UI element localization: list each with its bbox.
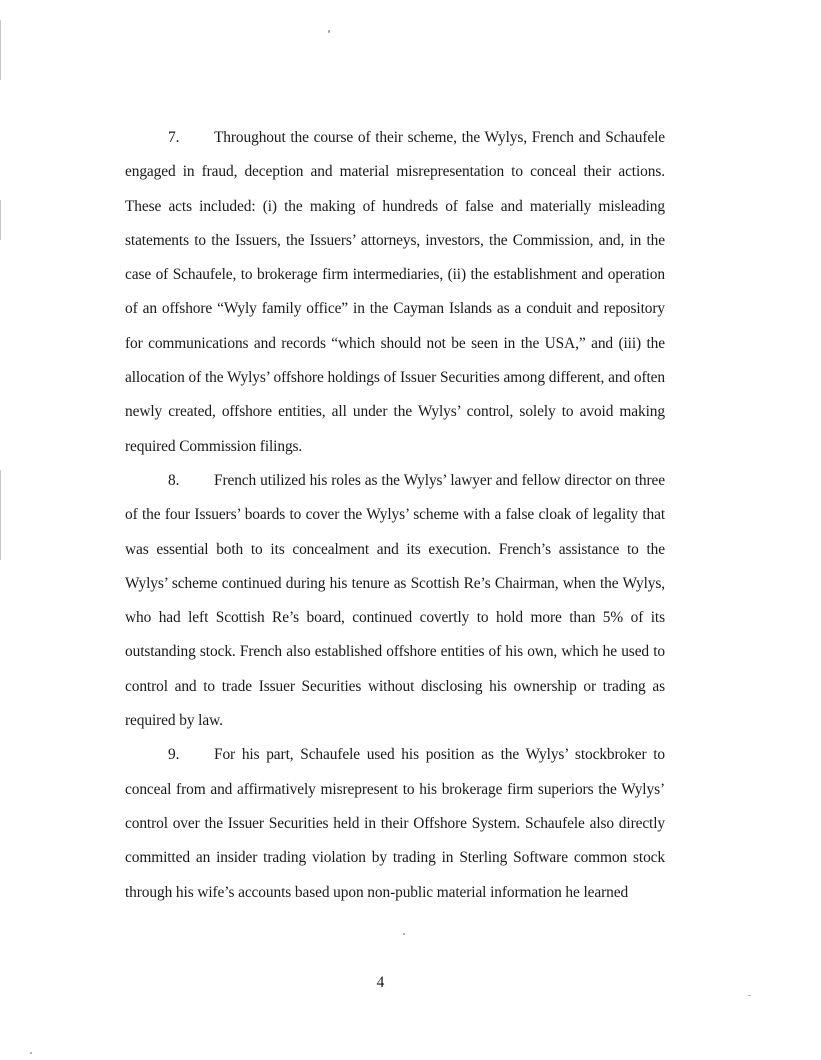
paragraph-9-line: committed an insider trading violation by trading in Sterling Software common stock bbox=[125, 849, 665, 867]
paragraph-8-line: of the four Issuers’ boards to cover the Wylys’ scheme with a false cloak of legality that bbox=[125, 506, 665, 524]
body-text bbox=[125, 124, 665, 913]
paragraph-7-line: allocation of the Wylys’ offshore holdings of Issuer Securities among different, and often bbox=[125, 369, 665, 387]
paragraph-7-line: case of Schaufele, to brokerage firm intermediaries, (ii) the establishment and operation bbox=[125, 266, 665, 284]
paragraph-7-line: statements to the Issuers, the Issuers’ attorneys, investors, the Commission, and, in the bbox=[125, 231, 665, 249]
paragraph-7-line: of an offshore “Wyly family office” in the Cayman Islands as a conduit and repository bbox=[125, 300, 665, 318]
paragraph-7-line-1: 7. Throughout the course of their scheme, the Wylys, French and Schaufele bbox=[168, 129, 665, 146]
paragraph-9-line: through his wife’s accounts based upon non-public material information he learned bbox=[125, 883, 629, 901]
paragraph-7-line: for communications and records “which should not be seen in the USA,” and (iii) the bbox=[125, 334, 665, 352]
paragraph-8-line: required by law. bbox=[125, 712, 223, 730]
paragraph-9-line: control over the Issuer Securities held in their Offshore System. Schaufele also directly bbox=[125, 814, 665, 832]
paragraph-8-text: French utilized his roles as the Wylys’ lawyer and fellow director on three bbox=[214, 471, 665, 489]
paragraph-9-text: For his part, Schaufele used his position as the Wylys’ stockbroker to bbox=[214, 746, 665, 764]
paragraph-8-line: was essential both to its concealment and its execution. French’s assistance to the bbox=[125, 540, 665, 558]
scan-edge-mark bbox=[0, 470, 1, 560]
paragraph-8-line: outstanding stock. French also established offshore entities of his own, which he used to bbox=[125, 643, 665, 661]
scan-speck bbox=[30, 1052, 32, 1054]
scan-speck bbox=[748, 995, 751, 996]
paragraph-8-line-1: 8. French utilized his roles as the Wylys’ lawyer and fellow director on three bbox=[168, 471, 665, 489]
paragraph-8-line: Wylys’ scheme continued during his tenure as Scottish Re’s Chairman, when the Wylys, bbox=[125, 574, 665, 592]
paragraph-9-line: conceal from and affirmatively misrepresent to his brokerage firm superiors the Wylys’ bbox=[125, 780, 665, 798]
paragraph-7-line: These acts included: (i) the making of hundreds of false and materially misleading bbox=[125, 197, 665, 215]
paragraph-8-line: who had left Scottish Re’s board, continued covertly to hold more than 5% of its bbox=[125, 609, 665, 627]
paragraph-7-text: Throughout the course of their scheme, the Wylys, French and Schaufele bbox=[214, 129, 665, 146]
scan-speck bbox=[403, 933, 405, 935]
paragraph-9-line-1: 9. For his part, Schaufele used his position as the Wylys’ stockbroker to bbox=[168, 746, 665, 764]
paragraph-7-line: required Commission filings. bbox=[125, 437, 303, 455]
scan-edge-mark bbox=[0, 200, 1, 240]
page-number: 4 bbox=[376, 974, 385, 991]
paragraph-7-line: engaged in fraud, deception and material misrepresentation to conceal their actions. bbox=[125, 163, 665, 181]
paragraph-8-line: control and to trade Issuer Securities without disclosing his ownership or trading as bbox=[125, 677, 665, 695]
scan-speck bbox=[328, 30, 330, 33]
scan-edge-mark bbox=[0, 20, 1, 80]
paragraph-7-line: newly created, offshore entities, all under the Wylys’ control, solely to avoid making bbox=[125, 403, 665, 421]
